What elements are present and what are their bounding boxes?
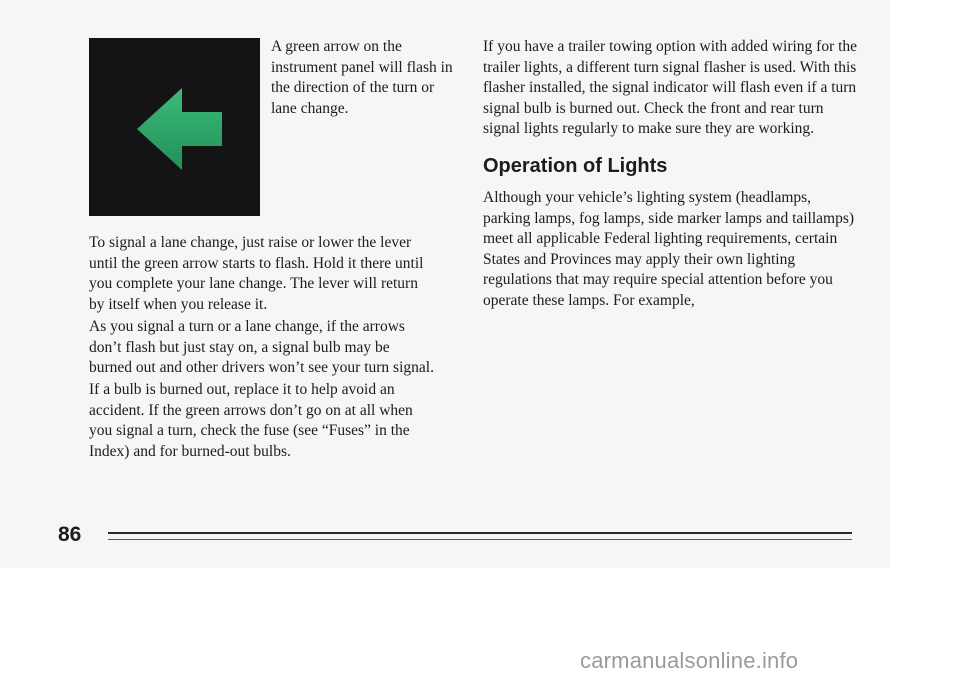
paragraph-lane-change: To signal a lane change, just raise or lower the lever until the green arrow starts to flash. Hold it there until you complete your lane change. The lever will return by itself when you release it. bbox=[89, 234, 424, 313]
footer-rule-thin bbox=[108, 539, 852, 540]
paragraph-burned-out-signal: As you signal a turn or a lane change, if the arrows don’t flash but just stay on, a signal bulb may be burned out and other drivers won’t see your turn signal. bbox=[89, 318, 434, 376]
paragraph-operation-of-lights: Although your vehicle’s lighting system (headlamps, parking lamps, fog lamps, side marker lamps and taillamps) meet all applicable Federal lighting requirements, certain States and Provinces may apply their own lighting regulations that may require special attention before you operate these lamps. For example, bbox=[483, 189, 855, 309]
paragraph-trailer-towing: If you have a trailer towing option with added wiring for the trailer lights, a different turn signal flasher is used. With this flasher installed, the signal indicator will flash even if a turn signal bulb is burned out. Check the front and rear turn signal lights regularly to make sure they are working. bbox=[483, 38, 858, 137]
paragraph-replace-bulb: If a bulb is burned out, replace it to help avoid an accident. If the green arrows don’t go on at all when you signal a turn, check the fuse (see “Fuses” in the Index) and for burned-out bulbs. bbox=[89, 381, 413, 460]
turn-signal-indicator-panel bbox=[89, 38, 260, 216]
left-turn-arrow-icon bbox=[89, 38, 260, 216]
watermark-text: carmanualsonline.info bbox=[580, 648, 799, 673]
footer-rule bbox=[108, 532, 852, 534]
page-number: 86 bbox=[58, 523, 82, 546]
section-heading: Operation of Lights bbox=[483, 155, 668, 177]
arrow-caption: A green arrow on the instrument panel will flash in the direction of the turn or lane change. bbox=[271, 38, 453, 117]
